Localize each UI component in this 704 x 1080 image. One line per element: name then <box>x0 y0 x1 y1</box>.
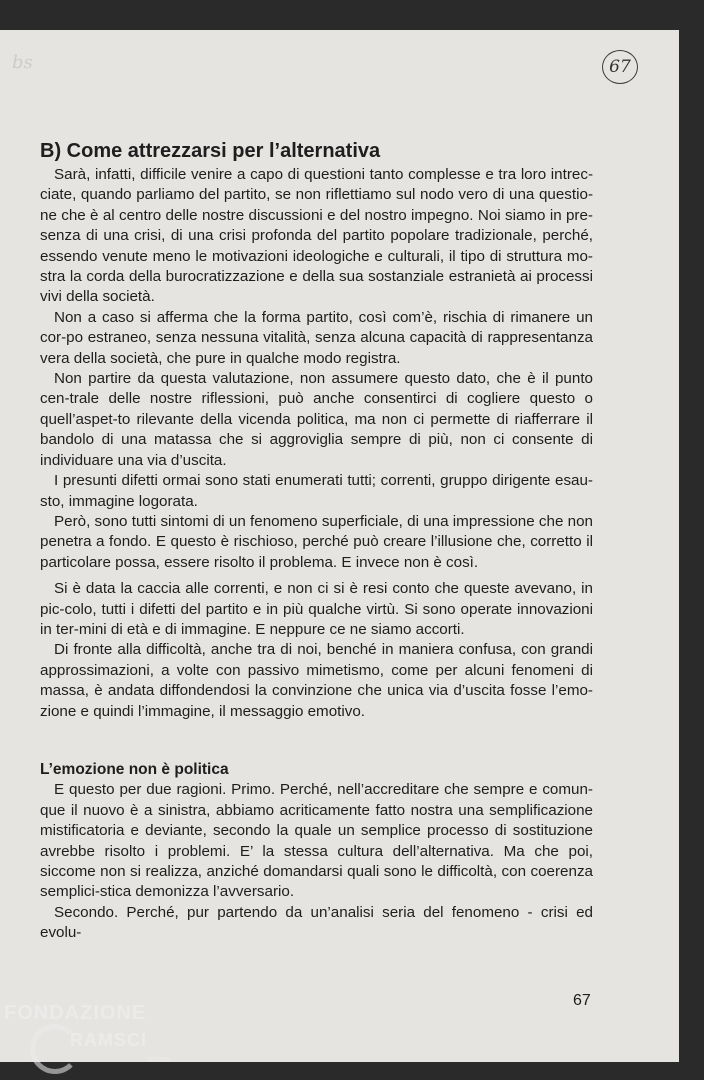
circled-page-number: 67 <box>602 50 638 84</box>
paragraph: Però, sono tutti sintomi di un fenomeno superficiale, di una impressione che non penetra a fondo. E questo è rischioso, perché può creare l’illusione che, corretto il particolare possa, essere risolto il problema. E invece non è così. <box>40 512 593 571</box>
paragraph: Si è data la caccia alle correnti, e non ci si è resi conto che queste avevano, in pic-colo, tutti i difetti del partito e in più qualche virtù. Si sono operate innovazioni in ter-mini di età e di immagine. E neppure ce ne siamo accorti. <box>40 580 593 638</box>
spacer <box>40 722 593 760</box>
paragraph: Non partire da questa valutazione, non assumere questo dato, che è il punto cen-trale delle nostre riflessioni, può anche consentirci di cogliere questo o quell’aspet-to rilevante della vicenda politica, ma non ci permette di riafferrare il bandolo di una matassa che si aggroviglia sempre di più, non ci consente di individuare una via d’uscita. <box>40 370 593 469</box>
watermark-text-fondazione: FONDAZIONE <box>4 1002 147 1024</box>
paragraph: Non a caso si afferma che la forma partito, così com’è, rischia di rimanere un cor-po estraneo, senza nessuna vitalità, senza alcuna capacità di rappresentanza vera della società, che pure in qualche modo registra. <box>40 308 593 367</box>
fondazione-gramsci-watermark <box>4 1002 184 1076</box>
watermark-text-onlus: onlus <box>148 1054 170 1064</box>
corner-pencil-mark: bs <box>12 52 33 73</box>
paragraph: Di fronte alla difficoltà, anche tra di noi, benché in maniera confusa, con grandi approssimazioni, a volte con passivo mimetismo, come per alcuni fenomeni di massa, è andata diffondendosi la convinzione che unica via d’uscita fosse l’emo-zione e quindi l’immagine, il messaggio emotivo. <box>40 641 593 720</box>
document-page <box>0 30 679 1062</box>
subsection-title: L’emozione non è politica <box>40 760 229 778</box>
paragraph: E questo per due ragioni. Primo. Perché, nell’accreditare che sempre e comun-que il nuovo è a sinistra, abbiamo acriticamente fatto nostra una semplificazione mistificatoria e deviante, secondo la quale un semplice processo di sostituzione avrebbe risolto i problemi. E’ la stessa cultura dell’alternativa. Ma che poi, siccome non si realizza, anziché domandarsi quali sono le difficoltà, con coerenza semplici-stica demonizza l’avversario. <box>40 781 593 901</box>
paragraph: Secondo. Perché, pur partendo da un’analisi seria del fenomeno - crisi ed evolu- <box>40 903 593 942</box>
article-body <box>40 138 593 944</box>
section-title: B) Come attrezzarsi per l’alternativa <box>40 140 381 162</box>
paragraph: I presunti difetti ormai sono stati enumerati tutti; correnti, gruppo dirigente esau-sto, immagine logorata. <box>40 472 593 510</box>
paragraph: Sarà, infatti, difficile venire a capo di questioni tanto complesse e tra loro intrec-ciate, quando parliamo del partito, se non riflettiamo sul nodo vero di una questio-ne che è al centro delle nostre discussioni e del nostro impegno. Noi siamo in pre-senza di una crisi, di una crisi profonda del partito popolare tradizionale, perché, essendo venute meno le motivazioni ideologiche e culturali, il tipo di struttura mo-stra la corda della burocratizzazione e della sua sostanziale estranietà ai processi vivi della società. <box>40 166 593 306</box>
page-number: 67 <box>573 992 591 1009</box>
watermark-text-gramsci: RAMSCI <box>70 1030 147 1050</box>
